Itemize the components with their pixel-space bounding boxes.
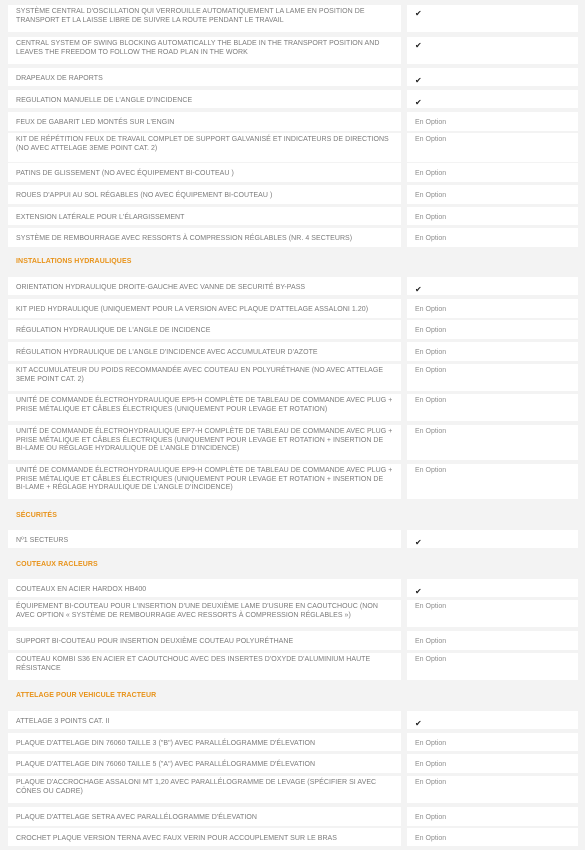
feature-description: RÉGULATION HYDRAULIQUE DE L'ANGLE D'INCIDENCE AVEC ACCUMULATEUR D'AZOTE — [8, 342, 401, 361]
feature-description: KIT ACCUMULATEUR DU POIDS RECOMMANDÉE AVEC COUTEAU EN POLYURÉTHANE (NO AVEC ATTELAGE 3EME POINT CAT. 2) — [8, 364, 401, 391]
table-row — [8, 394, 578, 421]
table-row — [8, 631, 578, 650]
feature-availability: En Option — [407, 207, 578, 225]
feature-description: ATTELAGE 3 POINTS CAT. II — [8, 711, 401, 729]
table-row — [8, 828, 578, 846]
feature-availability: En Option — [407, 228, 578, 247]
section-heading: INSTALLATIONS HYDRAULIQUES — [16, 258, 132, 265]
section-heading: SÉCURITÉS — [16, 512, 57, 519]
feature-availability: En Option — [407, 299, 578, 318]
feature-description: KIT PIED HYDRAULIQUE (UNIQUEMENT POUR LA VERSION AVEC PLAQUE D'ATTELAGE ASSALONI 1.20) — [8, 299, 401, 318]
feature-availability: En Option — [407, 320, 578, 339]
feature-availability: En Option — [407, 394, 578, 421]
feature-availability: En Option — [407, 342, 578, 361]
feature-availability: En Option — [407, 163, 578, 182]
table-row — [8, 342, 578, 361]
feature-availability — [407, 530, 578, 548]
feature-description: SUPPORT BI-COUTEAU POUR INSERTION DEUXIÈME COUTEAU POLYURÉTHANE — [8, 631, 401, 650]
feature-description: UNITÉ DE COMMANDE ÉLECTROHYDRAULIQUE EP5-H COMPLÈTE DE TABLEAU DE COMMANDE AVEC PLUG + PRISE MÉTALIQUE ET CÂBLES ÉLECTRIQUES (UNIQUEMENT POUR LEVAGE ET ROTATION) — [8, 394, 401, 421]
check-icon: ✔ — [415, 9, 422, 18]
feature-availability — [407, 68, 578, 86]
feature-availability — [407, 277, 578, 295]
table-row — [8, 711, 578, 729]
feature-availability: En Option — [407, 600, 578, 627]
table-row — [8, 579, 578, 597]
feature-availability: En Option — [407, 112, 578, 131]
table-row — [8, 464, 578, 499]
feature-description: PLAQUE D'ATTELAGE DIN 76060 TAILLE 5 ("A") AVEC PARALLÉLOGRAMME D'ÉLEVATION — [8, 754, 401, 773]
feature-description: SYSTÈME DE REMBOURRAGE AVEC RESSORTS À COMPRESSION RÉGLABLES (NR. 4 SECTEURS) — [8, 228, 401, 247]
feature-description: DRAPEAUX DE RAPORTS — [8, 68, 401, 86]
table-row — [8, 364, 578, 391]
feature-availability: En Option — [407, 733, 578, 751]
table-row — [8, 807, 578, 826]
feature-availability — [407, 37, 578, 64]
feature-availability: En Option — [407, 133, 578, 162]
feature-description: PLAQUE D'ATTELAGE SETRA AVEC PARALLÉLOGRAMME D'ÉLEVATION — [8, 807, 401, 826]
feature-description: PATINS DE GLISSEMENT (NO AVEC ÉQUIPEMENT BI-COUTEAU ) — [8, 163, 401, 182]
table-row — [8, 776, 578, 803]
table-row — [8, 90, 578, 108]
check-icon: ✔ — [415, 538, 422, 547]
feature-description: KIT DE RÉPÉTITION FEUX DE TRAVAIL COMPLET DE SUPPORT GALVANISÉ ET INDICATEURS DE DIRECTIONS (NO AVEC ATTELAGE 3EME POINT CAT. 2) — [8, 133, 401, 162]
table-row — [8, 733, 578, 751]
table-row — [8, 207, 578, 225]
section-heading: COUTEAUX RACLEURS — [16, 561, 98, 568]
feature-availability: En Option — [407, 653, 578, 680]
feature-availability: En Option — [407, 364, 578, 391]
feature-availability: En Option — [407, 807, 578, 826]
check-icon: ✔ — [415, 587, 422, 596]
feature-description: PLAQUE D'ACCROCHAGE ASSALONI MT 1,20 AVEC PARALLÉLOGRAMME DE LEVAGE (SPÉCIFIER SI AVEC CÔNES OU CADRE) — [8, 776, 401, 803]
table-row — [8, 425, 578, 460]
table-row — [8, 37, 578, 64]
feature-description: COUTEAU KOMBI S36 EN ACIER ET CAOUTCHOUC AVEC DES INSERTES D'OXYDE D'ALUMINIUM HAUTE RÉSISTANCE — [8, 653, 401, 680]
table-row — [8, 228, 578, 247]
feature-description: ORIENTATION HYDRAULIQUE DROITE-GAUCHE AVEC VANNE DE SECURITÉ BY-PASS — [8, 277, 401, 295]
table-row — [8, 299, 578, 318]
feature-availability: En Option — [407, 631, 578, 650]
table-row — [8, 653, 578, 680]
feature-description: CENTRAL SYSTEM OF SWING BLOCKING AUTOMATICALLY THE BLADE IN THE TRANSPORT POSITION AND LEAVES THE FREEDOM TO FOLLOW THE ROAD PLAN IN THE WORK — [8, 37, 401, 64]
feature-description: FEUX DE GABARIT LED MONTÉS SUR L'ENGIN — [8, 112, 401, 131]
feature-description: Nº1 SECTEURS — [8, 530, 401, 548]
table-row — [8, 163, 578, 182]
table-row — [8, 5, 578, 32]
feature-description: RÉGULATION HYDRAULIQUE DE L'ANGLE DE INCIDENCE — [8, 320, 401, 339]
feature-description: PLAQUE D'ATTELAGE DIN 76060 TAILLE 3 ("B") AVEC PARALLÉLOGRAMME D'ÉLEVATION — [8, 733, 401, 751]
table-row — [8, 320, 578, 339]
check-icon: ✔ — [415, 41, 422, 50]
feature-description: UNITÉ DE COMMANDE ÉLECTROHYDRAULIQUE EP9-H COMPLÈTE DE TABLEAU DE COMMANDE AVEC PLUG + PRISE MÉTALIQUE ET CÂBLES ÉLECTRIQUES (UNIQUEMENT POUR LEVAGE ET ROTATION + INSERTION DE BI-LAME + RÉGLAGE HYDRAULIQUE DE L'ANGLE D'INCIDENCE) — [8, 464, 401, 499]
feature-availability: En Option — [407, 754, 578, 773]
feature-availability: En Option — [407, 776, 578, 803]
table-row — [8, 754, 578, 773]
table-row — [8, 185, 578, 204]
feature-availability: En Option — [407, 464, 578, 499]
feature-description: REGULATION MANUELLE DE L'ANGLE D'INCIDENCE — [8, 90, 401, 108]
feature-availability: En Option — [407, 828, 578, 846]
table-row — [8, 112, 578, 131]
table-row — [8, 133, 578, 162]
check-icon: ✔ — [415, 76, 422, 85]
section-heading: ATTELAGE POUR VEHICULE TRACTEUR — [16, 692, 157, 699]
table-row — [8, 530, 578, 548]
feature-description: SYSTÈME CENTRAL D'OSCILLATION QUI VERROUILLE AUTOMATIQUEMENT LA LAME EN POSITION DE TRANSPORT ET LA LAISSE LIBRE DE SUIVRE LA ROUTE PENDANT LE TRAVAIL — [8, 5, 401, 32]
feature-description: EXTENSION LATÉRALE POUR L'ÉLARGISSEMENT — [8, 207, 401, 225]
feature-availability — [407, 579, 578, 597]
feature-description: ROUES D'APPUI AU SOL RÉGABLES (NO AVEC ÉQUIPEMENT BI-COUTEAU ) — [8, 185, 401, 204]
feature-availability — [407, 5, 578, 32]
feature-description: UNITÉ DE COMMANDE ÉLECTROHYDRAULIQUE EP7-H COMPLÈTE DE TABLEAU DE COMMANDE AVEC PLUG + PRISE MÉTALIQUE ET CÂBLES ÉLECTRIQUES (UNIQUEMENT POUR LEVAGE ET ROTATION + INSERTION DE BI-LAME OU RÉGLAGE HYDRAULIQUE DE L'ANGLE D'INCIDENCE) — [8, 425, 401, 460]
feature-availability — [407, 711, 578, 729]
check-icon: ✔ — [415, 98, 422, 107]
feature-description: CROCHET PLAQUE VERSION TERNA AVEC FAUX VERIN POUR ACCOUPLEMENT SUR LE BRAS — [8, 828, 401, 846]
feature-availability: En Option — [407, 185, 578, 204]
feature-description: COUTEAUX EN ACIER HARDOX HB400 — [8, 579, 401, 597]
table-row — [8, 68, 578, 86]
table-row — [8, 277, 578, 295]
feature-availability — [407, 90, 578, 108]
table-row — [8, 600, 578, 627]
check-icon: ✔ — [415, 285, 422, 294]
feature-description: ÉQUIPEMENT BI-COUTEAU POUR L'INSERTION D'UNE DEUXIÈME LAME D'USURE EN CAOUTCHOUC (NON AVEC OPTION « SYSTÈME DE REMBOURRAGE AVEC RESSORTS À COMPRESSION RÉGLABLES ») — [8, 600, 401, 627]
check-icon: ✔ — [415, 719, 422, 728]
feature-availability: En Option — [407, 425, 578, 460]
